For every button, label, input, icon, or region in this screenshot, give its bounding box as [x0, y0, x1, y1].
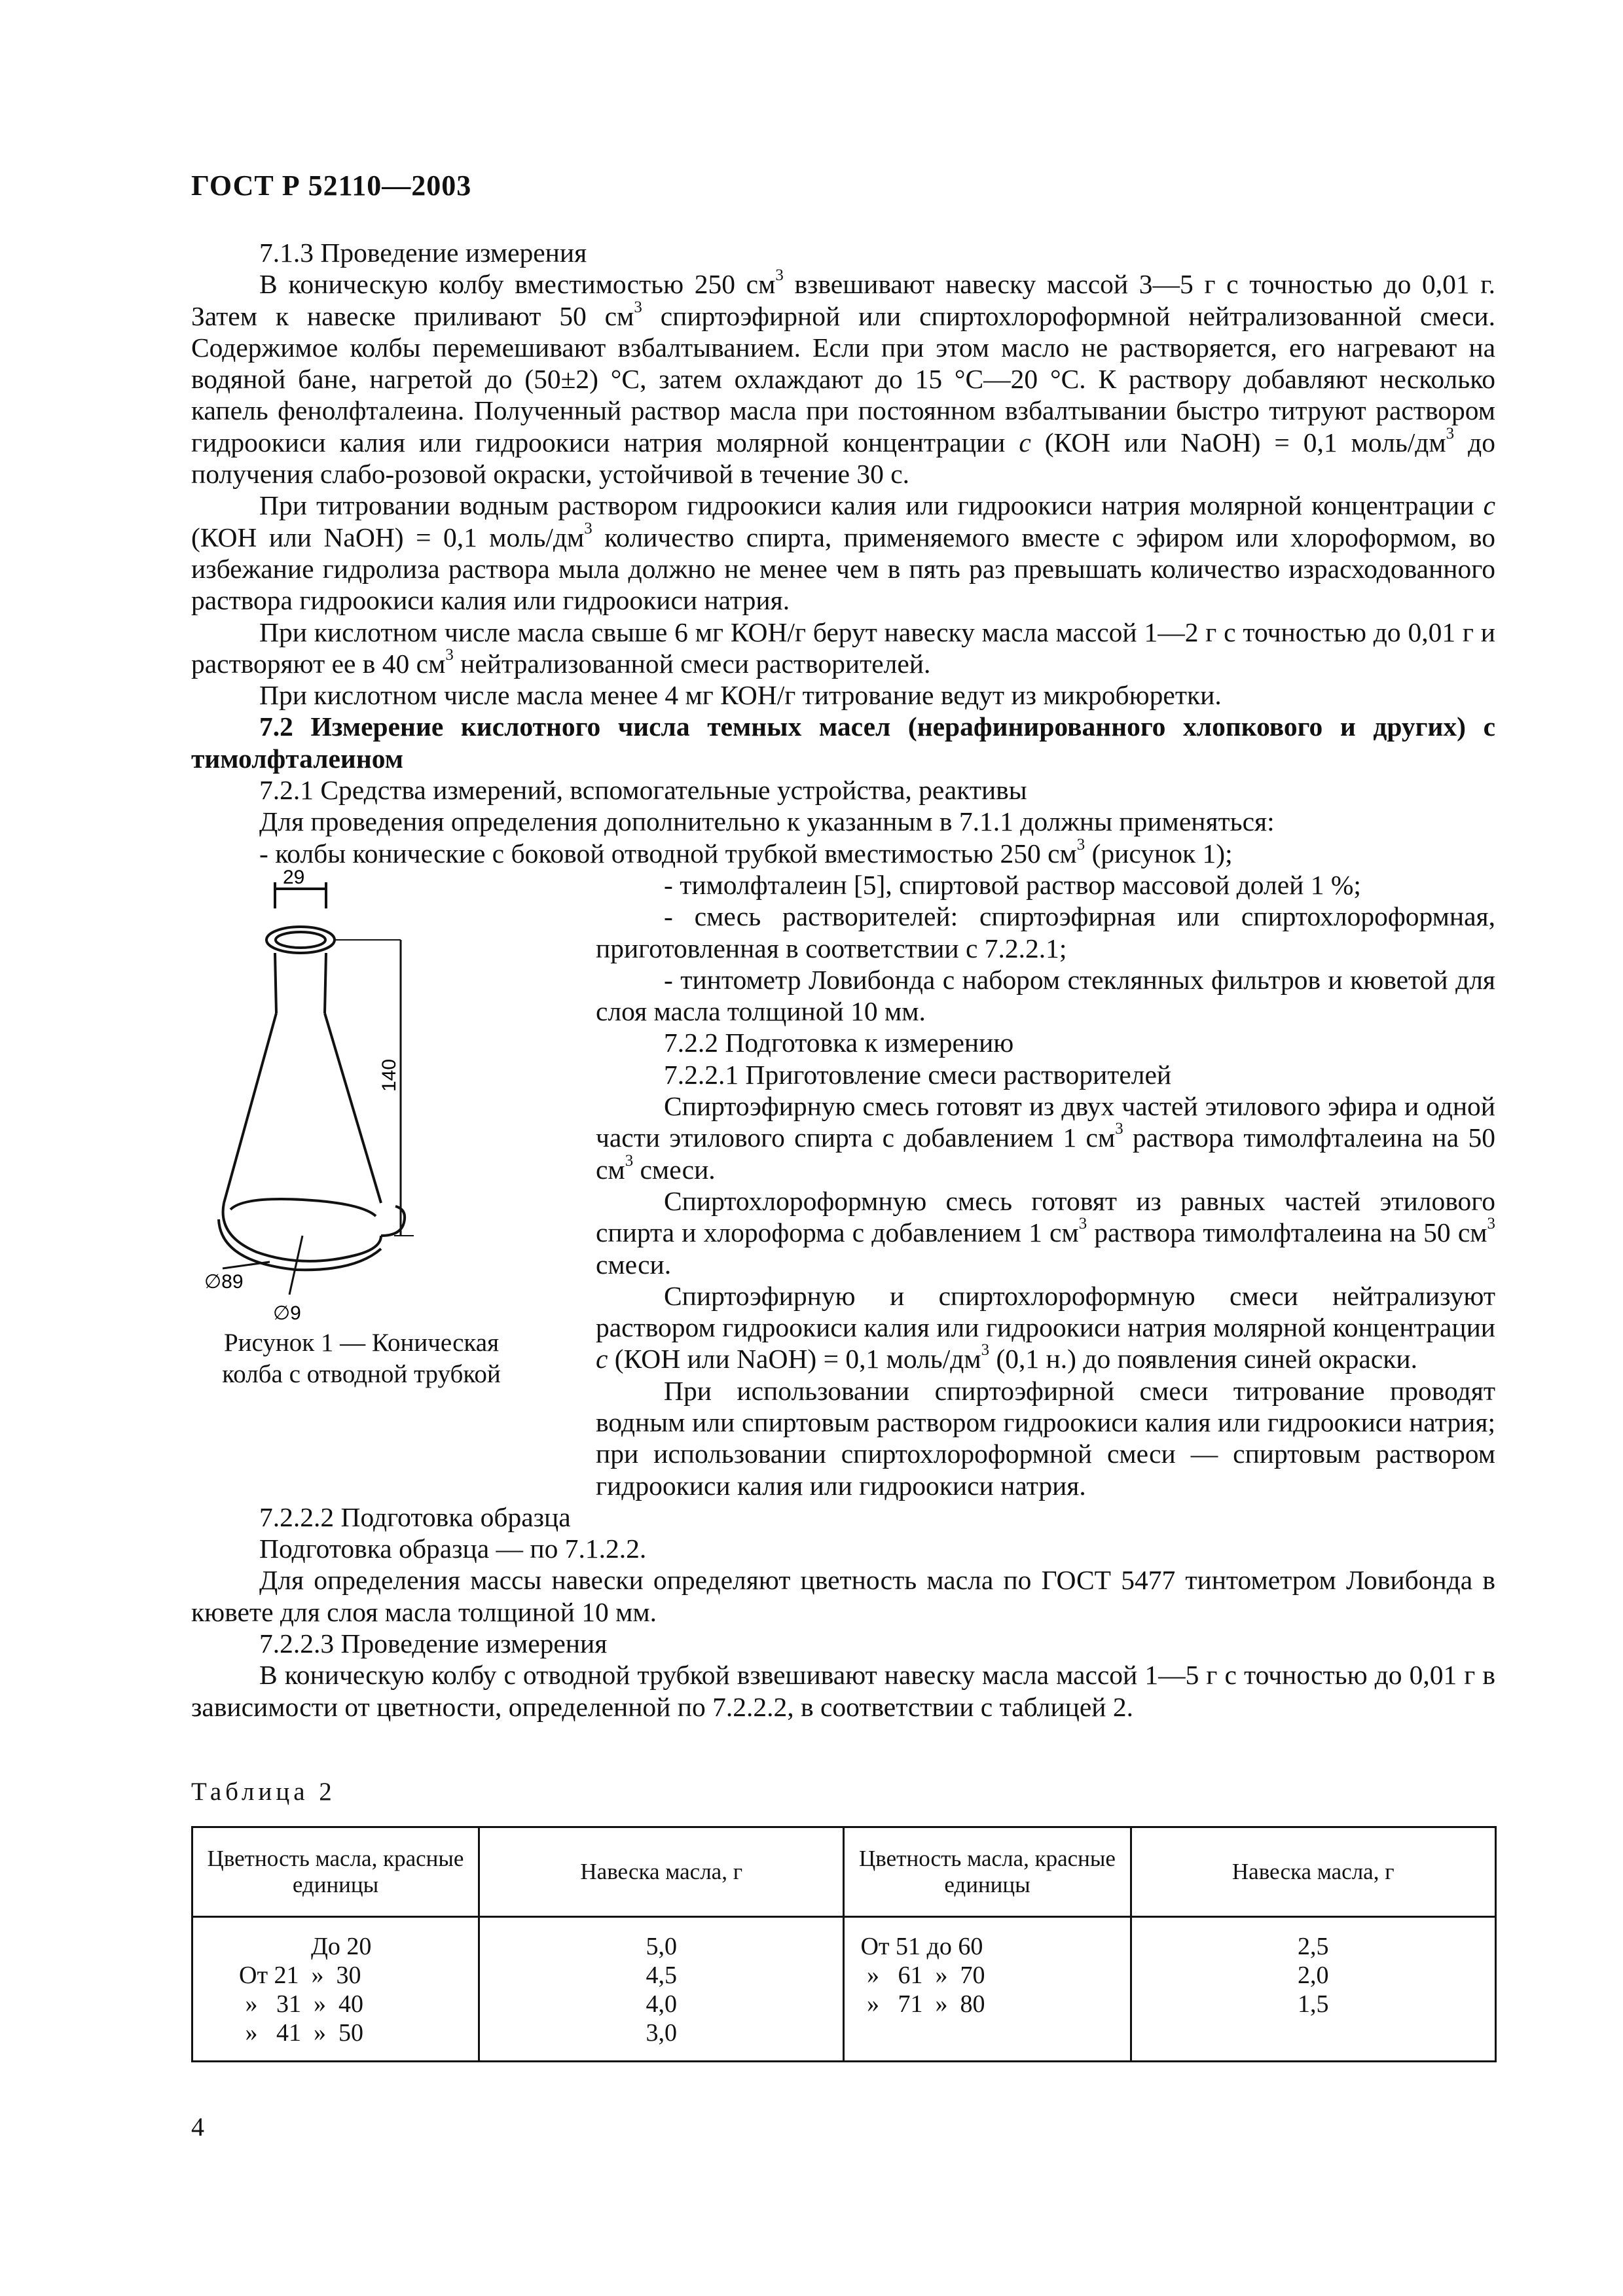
section-title: 7.1.3 Проведение измерения: [259, 238, 587, 268]
list-item: - смесь растворителей: спиртоэфирная или спиртохлороформная, приготовленная в соответствии с 7.2.2.1;: [596, 901, 1495, 963]
list-item: - тимолфталеин [5], спиртовой раствор массовой долей 1 %;: [664, 869, 1361, 900]
table-label: Таблица 2: [191, 1778, 336, 1806]
paragraph: Для определения массы навески определяют цветность масла по ГОСТ 5477 тинтометром Ловибонда в кювете для слоя масла толщиной 10 мм.: [191, 1565, 1495, 1627]
section-7-1-3: [191, 237, 1495, 1723]
table-cell: 5,0 4,5 4,0 3,0: [479, 1917, 844, 2062]
dim-base-label: ∅89: [204, 1270, 244, 1293]
table-row: [192, 1917, 1496, 2062]
section-title: 7.2.2.2 Подготовка образца: [259, 1501, 571, 1532]
section-title: 7.2.2 Подготовка к измерению: [664, 1028, 1014, 1058]
list-item: - колбы конические с боковой отводной трубкой вместимостью 250 $см^3$ (рисунок 1);: [259, 835, 1233, 869]
list-item: - тинтометр Ловибонда с набором стеклянных фильтров и кюветой для слоя масла толщиной 10 мм.: [596, 964, 1495, 1027]
paragraph: В коническую колбу с отводной трубкой взвешивают навеску масла массой 1—5 г с точностью до 0,01 г в зависимости от цветности, определенной по 7.2.2.2, в соответствии с таблицей 2.: [191, 1660, 1495, 1722]
table-cell: От 51 до 60 » 61 » 70 » 71 » 80: [844, 1917, 1131, 2062]
document-header: ГОСТ Р 52110—2003: [191, 170, 472, 202]
figure-1: [191, 869, 584, 1478]
table-2: [191, 1826, 1497, 2062]
figure-caption: Рисунок 1 — Коническая колба с отводной трубкой: [222, 1328, 501, 1388]
paragraph: При кислотном числе масла свыше 6 мг КОН/г берут навеску масла массой 1—2 г с точностью до 0,01 г и растворяют ее в 40 $см^3$ нейтрализованной смеси растворителей.: [191, 617, 1495, 679]
table-header-row: [192, 1827, 1496, 1917]
table-header-cell: Навеска масла, г: [479, 1827, 844, 1917]
section-title: 7.2.1 Средства измерений, вспомогательные устройства, реактивы: [259, 775, 1027, 806]
paragraph: Для проведения определения дополнительно к указанным в 7.1.1 должны применяться:: [259, 806, 1275, 837]
paragraph: Спиртоэфирную и спиртохлороформную смеси нейтрализуют раствором гидроокиси калия или гидроокиси натрия молярной концентрации с (КОН или NaOH) = 0,1 моль/$дм^3$ (0,1 н.) до появления синей окраски.: [596, 1280, 1495, 1374]
section-title: 7.2.2.3 Проведение измерения: [259, 1628, 608, 1659]
paragraph: При использовании спиртоэфирной смеси титрование проводят водным или спиртовым раствором гидроокиси калия или гидроокиси натрия; при использовании спиртохлороформной смеси — спиртовым раствором гидроокиси калия или гидроокиси натрия.: [596, 1375, 1495, 1501]
paragraph: При титровании водным раствором гидроокиси калия или гидроокиси натрия молярной концентрации с (КОН или NaOH) = 0,1 моль/$дм^3$ количество спирта, применяемого вместе с эфиром или хлороформом, во избежание гидролиза раствора мыла должно не менее чем в пять раз превышать количество израсходованного раствора гидроокиси калия или гидроокиси натрия.: [191, 490, 1495, 616]
dim-tube-label: ∅9: [273, 1302, 301, 1321]
section-title-7-2: 7.2 Измерение кислотного числа темных масел (нерафинированного хлопкового и других) с тимолфталеином: [191, 711, 1495, 774]
conical-flask-drawing: [204, 869, 571, 1321]
table-cell: 2,5 2,0 1,5: [1131, 1917, 1496, 2062]
paragraph: При кислотном числе масла менее 4 мг КОН/г титрование ведут из микробюретки.: [259, 680, 1222, 711]
dim-top-label: 29: [283, 869, 305, 888]
table-header-cell: Цветность масла, красные единицы: [844, 1827, 1131, 1917]
paragraph: Подготовка образца — по 7.1.2.2.: [259, 1534, 647, 1564]
paragraph: Спиртоэфирную смесь готовят из двух частей этилового эфира и одной части этилового спирта с добавлением 1 $см^3$ раствора тимолфталеина на 50 $см^3$ смеси.: [596, 1091, 1495, 1185]
paragraph: В коническую колбу вместимостью 250 $см^3$ взвешивают навеску массой 3—5 г с точностью до 0,01 г. Затем к навеске приливают 50 $см^3$ спиртоэфирной или спиртохлороформной нейтрализованной смеси. Содержимое колбы перемешивают взбалтыванием. Если при этом масло не растворяется, его нагревают на водяной бане, нагретой до (50±2) °С, затем охлаждают до 15 °С—20 °С. К раствору добавляют несколько капель фенолфталеина. Полученный раствор масла при постоянном взбалтывании быстро титруют раствором гидроокиси калия или гидроокиси натрия молярной концентрации с (КОН или NaOH) = 0,1 моль/$дм^3$ до получения слабо-розовой окраски, устойчивой в течение 30 с.: [191, 266, 1495, 490]
table-header-cell: Цветность масла, красные единицы: [192, 1827, 479, 1917]
paragraph: Спиртохлороформную смесь готовят из равных частей этилового спирта и хлороформа с добавлением 1 $см^3$ раствора тимолфталеина на 50 $см^3$ смеси.: [596, 1185, 1495, 1280]
page-number: 4: [191, 2112, 204, 2142]
table-cell: До 20 От 21 » 30 » 31 » 40 » 41 » 50: [192, 1917, 479, 2062]
dim-height-label: 140: [378, 1058, 400, 1092]
table-header-cell: Навеска масла, г: [1131, 1827, 1496, 1917]
section-title: 7.2.2.1 Приготовление смеси растворителей: [664, 1059, 1172, 1090]
